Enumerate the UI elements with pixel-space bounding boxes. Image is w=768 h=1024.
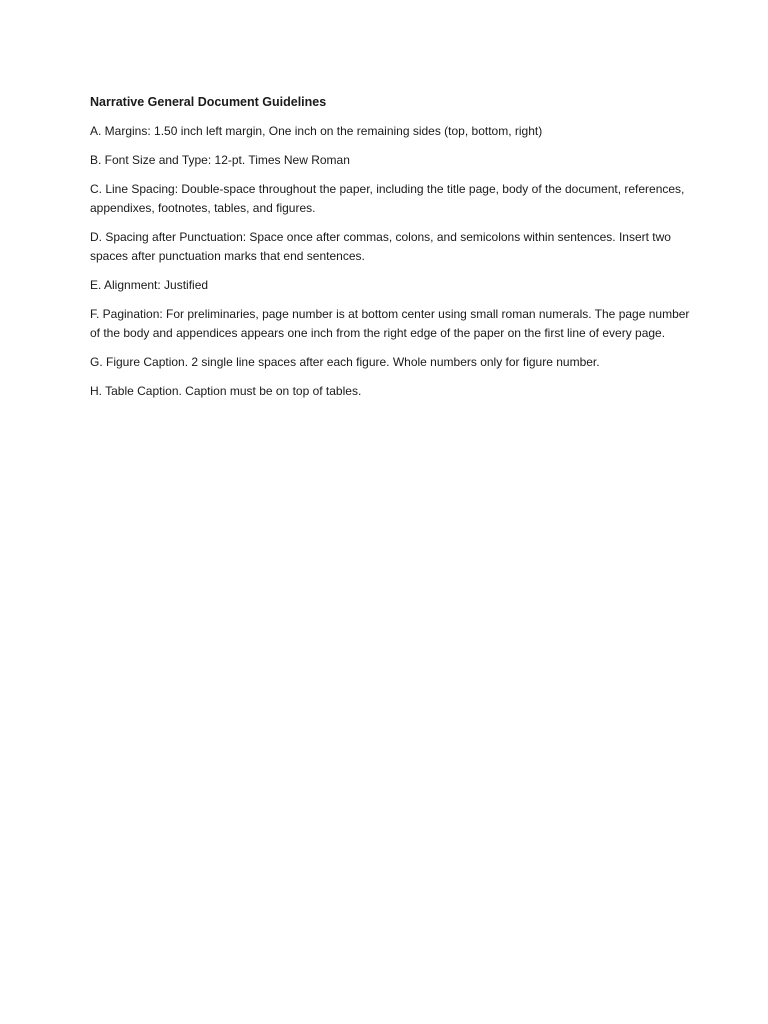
- guideline-table-caption: H. Table Caption. Caption must be on top of tables.: [90, 384, 362, 398]
- document-title: Narrative General Document Guidelines: [90, 95, 327, 109]
- guideline-figure-caption: G. Figure Caption. 2 single line spaces after each figure. Whole numbers only for figure number.: [90, 355, 600, 369]
- guideline-line-spacing: C. Line Spacing: Double-space throughout the paper, including the title page, body of the document, references, appendixes, footnotes, tables, and figures.: [90, 182, 685, 215]
- guideline-font: B. Font Size and Type: 12-pt. Times New Roman: [90, 153, 350, 167]
- guideline-margins: A. Margins: 1.50 inch left margin, One inch on the remaining sides (top, bottom, right): [90, 124, 543, 138]
- guideline-pagination: F. Pagination: For preliminaries, page number is at bottom center using small roman numerals. The page number of the body and appendices appears one inch from the right edge of the paper on the first line of every page.: [90, 307, 690, 340]
- guideline-punctuation-spacing: D. Spacing after Punctuation: Space once after commas, colons, and semicolons within sentences. Insert two spaces after punctuation marks that end sentences.: [90, 230, 671, 263]
- document-body: [90, 93, 690, 411]
- guideline-alignment: E. Alignment: Justified: [90, 278, 209, 292]
